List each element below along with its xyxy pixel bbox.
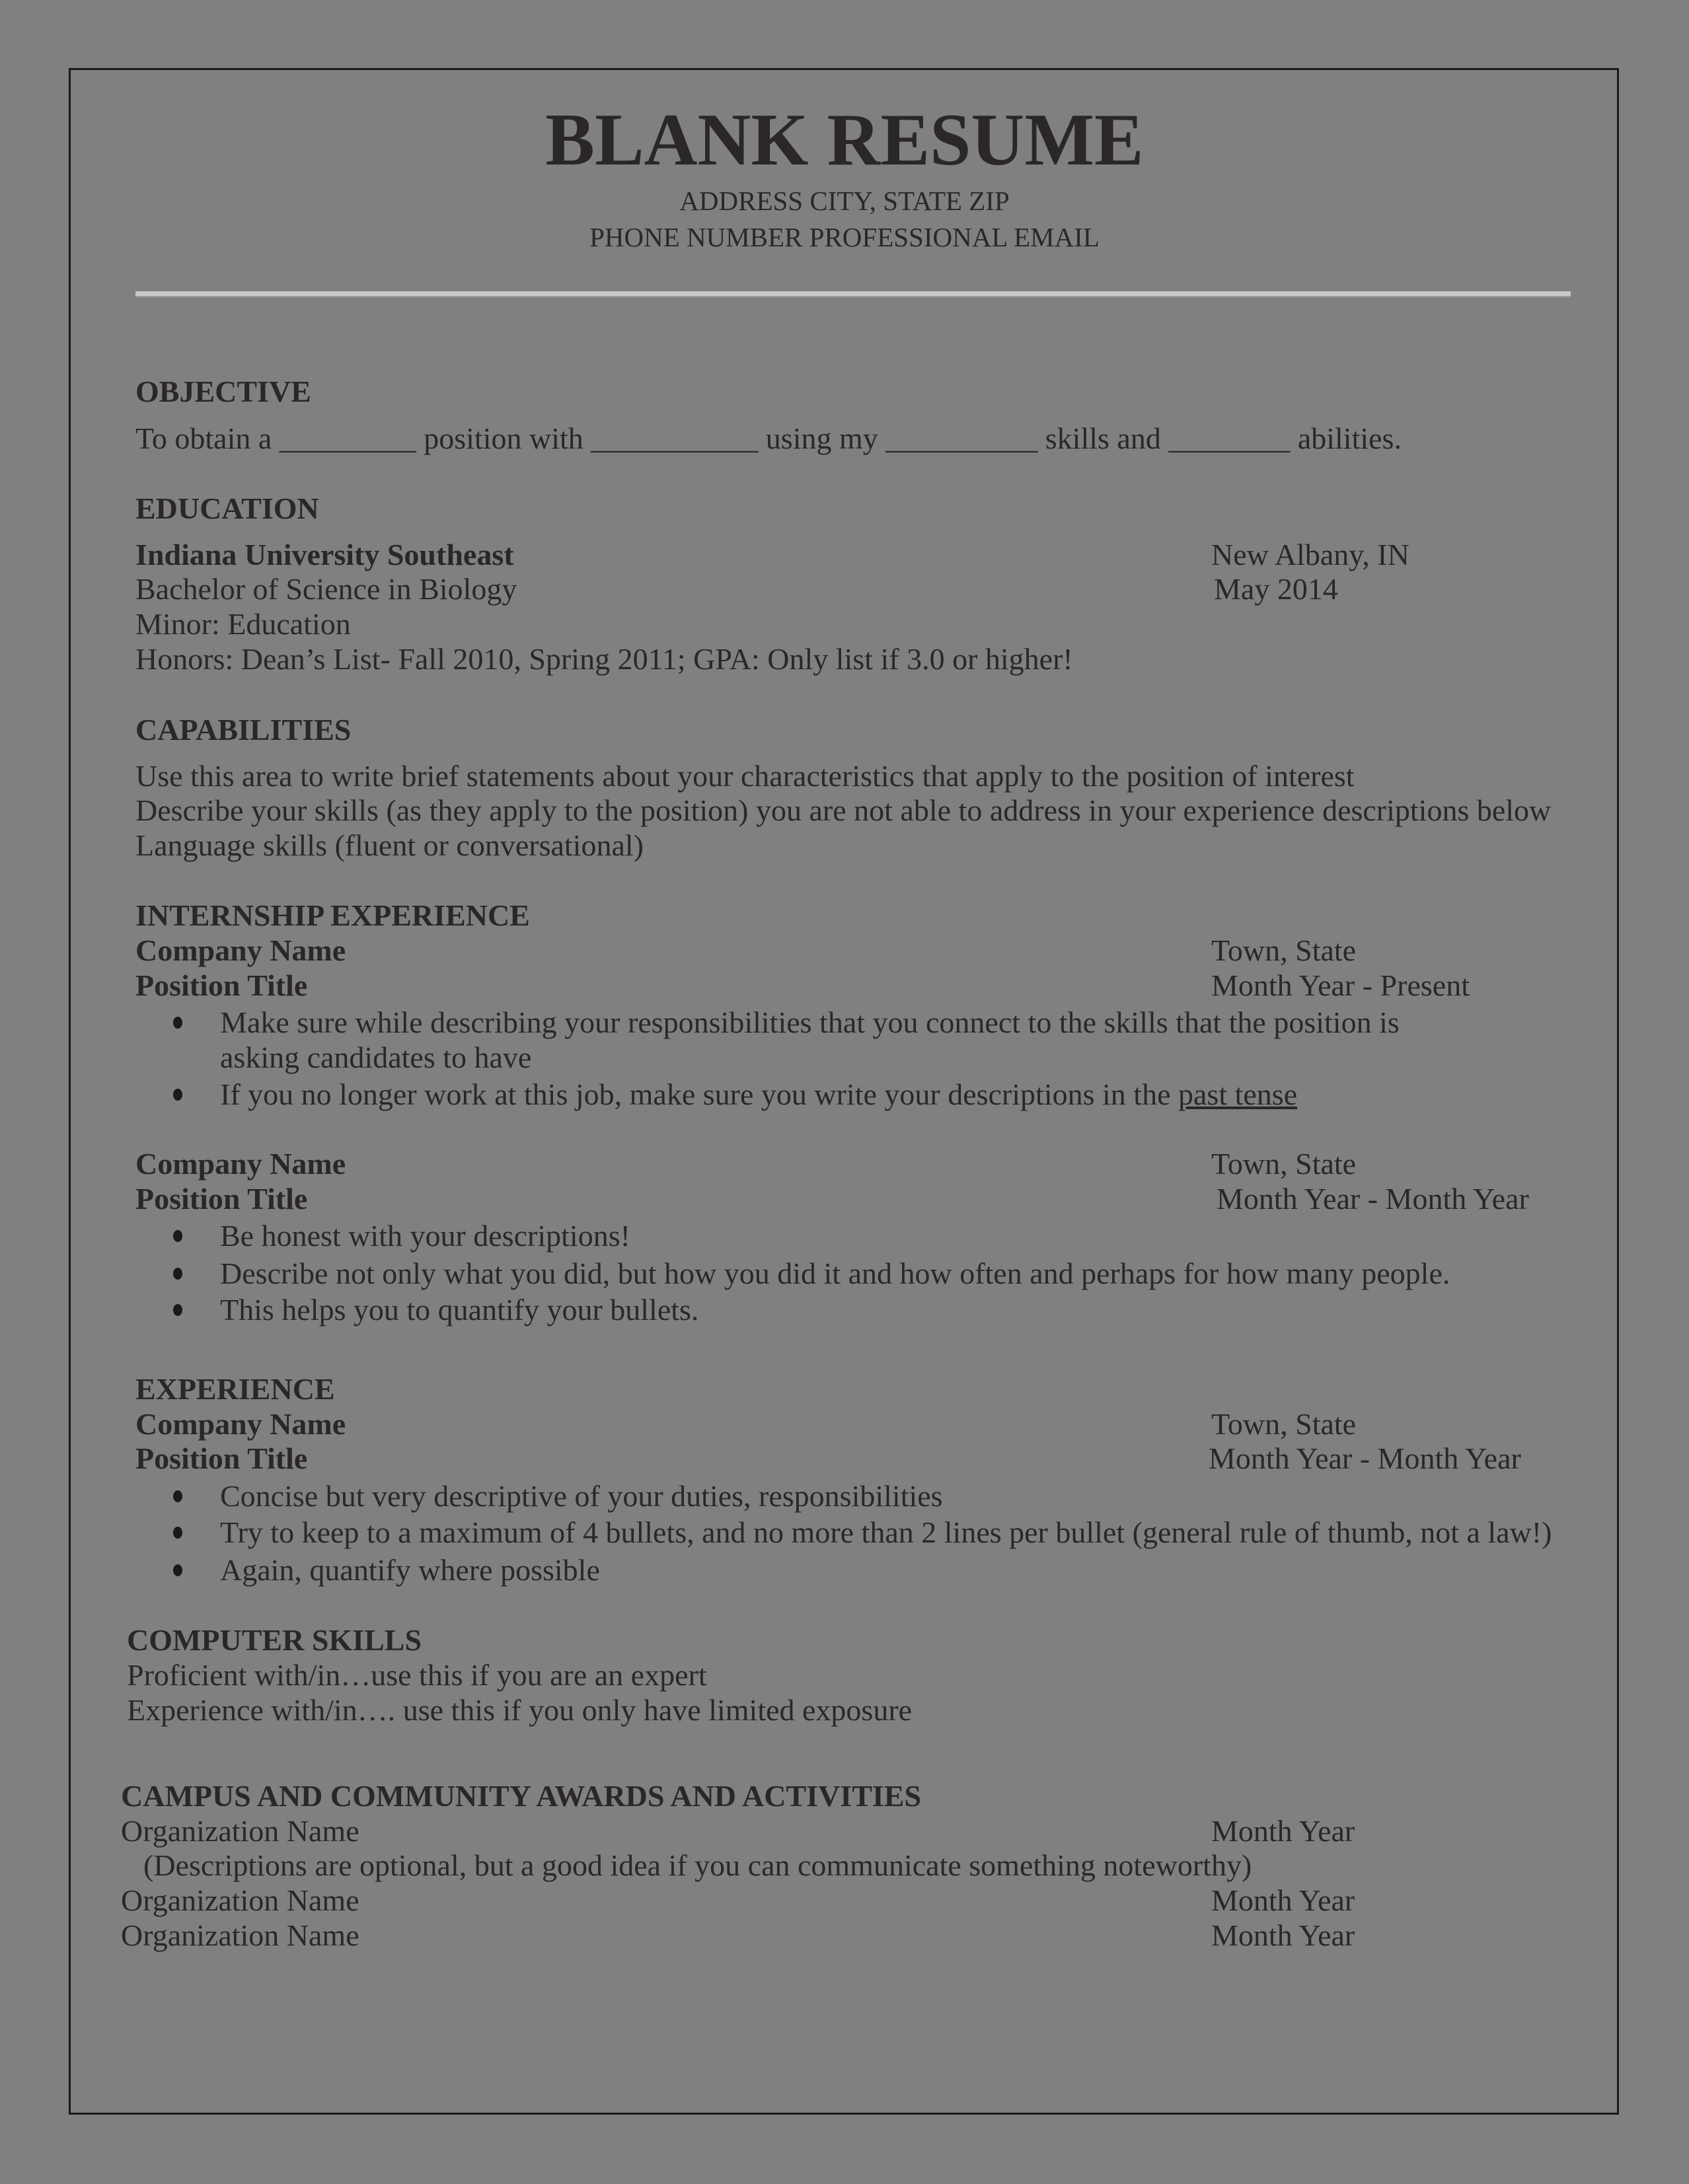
computer-skills-heading: COMPUTER SKILLS	[127, 1623, 422, 1657]
graduation-date: May 2014	[1214, 572, 1338, 606]
bullet-text: Again, quantify where possible	[220, 1553, 600, 1587]
capability-line: Use this area to write brief statements about your characteristics that apply to the position of interest	[135, 759, 1355, 793]
minor: Minor: Education	[135, 607, 351, 641]
bullet-text: Try to keep to a maximum of 4 bullets, and no more than 2 lines per bullet (general rule of thumb, not a law!)	[220, 1515, 1552, 1549]
address-line: ADDRESS CITY, STATE ZIP	[679, 186, 1010, 216]
capabilities-heading: CAPABILITIES	[135, 713, 352, 746]
bullet-icon	[173, 1268, 182, 1280]
bullet-icon	[173, 1230, 182, 1242]
internship-heading: INTERNSHIP EXPERIENCE	[135, 898, 530, 932]
objective-heading: OBJECTIVE	[135, 375, 311, 408]
bullet-icon	[173, 1490, 182, 1502]
bullet-icon	[173, 1527, 182, 1539]
capability-line: Language skills (fluent or conversational)	[135, 828, 644, 862]
job-location: Town, State	[1211, 933, 1357, 967]
bullet-text: Make sure while describing your responsibilities that you connect to the skills that the position is	[220, 1005, 1400, 1039]
bullet-icon	[173, 1304, 182, 1316]
bullet-icon	[173, 1564, 182, 1576]
organization-name: Organization Name	[121, 1814, 359, 1848]
bullet-text-main: If you no longer work at this job, make sure you write your descriptions in the	[220, 1077, 1178, 1111]
organization-date: Month Year	[1211, 1918, 1355, 1952]
capability-line: Describe your skills (as they apply to the position) you are not able to address in your experience descriptions below	[135, 793, 1552, 827]
education-heading: EDUCATION	[135, 491, 319, 525]
organization-date: Month Year	[1211, 1814, 1355, 1848]
experience-heading: EXPERIENCE	[135, 1372, 335, 1406]
position-title: Position Title	[135, 1182, 308, 1216]
bullet-text: This helps you to quantify your bullets.	[220, 1293, 699, 1327]
computer-skill-line: Proficient with/in…use this if you are an expert	[127, 1658, 707, 1692]
computer-skill-line: Experience with/in…. use this if you only have limited exposure	[127, 1693, 913, 1727]
degree: Bachelor of Science in Biology	[135, 572, 517, 606]
company-name: Company Name	[135, 1147, 346, 1181]
honors: Honors: Dean’s List- Fall 2010, Spring 2011; GPA: Only list if 3.0 or higher!	[135, 642, 1073, 676]
organization-description: (Descriptions are optional, but a good idea if you can communicate something noteworthy)	[143, 1848, 1252, 1882]
job-dates: Month Year - Month Year	[1217, 1182, 1529, 1216]
company-name: Company Name	[135, 933, 346, 967]
school-name: Indiana University Southeast	[135, 538, 514, 571]
organization-name: Organization Name	[121, 1883, 359, 1917]
resume-name: BLANK RESUME	[545, 99, 1144, 181]
organization-name: Organization Name	[121, 1918, 359, 1952]
organization-date: Month Year	[1211, 1883, 1355, 1917]
position-title: Position Title	[135, 968, 308, 1002]
company-name: Company Name	[135, 1407, 346, 1441]
underlined-text: past tense	[1178, 1077, 1298, 1111]
bullet-text: Describe not only what you did, but how you did it and how often and perhaps for how many people.	[220, 1256, 1450, 1290]
school-location: New Albany, IN	[1211, 538, 1409, 571]
contact-line: PHONE NUMBER PROFESSIONAL EMAIL	[589, 222, 1100, 252]
bullet-icon	[173, 1017, 182, 1029]
bullet-text	[220, 1079, 1297, 1110]
header-divider	[135, 291, 1571, 297]
awards-heading: CAMPUS AND COMMUNITY AWARDS AND ACTIVITIES	[121, 1779, 922, 1813]
objective-text: To obtain a _________ position with ___________ using my __________ skills and ________ abilities.	[135, 421, 1402, 455]
job-dates: Month Year - Present	[1211, 968, 1470, 1002]
bullet-icon	[173, 1089, 182, 1101]
bullet-text: Be honest with your descriptions!	[220, 1219, 630, 1253]
position-title: Position Title	[135, 1441, 308, 1475]
job-location: Town, State	[1211, 1407, 1357, 1441]
job-dates: Month Year - Month Year	[1209, 1441, 1521, 1475]
bullet-text-continued: asking candidates to have	[220, 1040, 532, 1074]
job-location: Town, State	[1211, 1147, 1357, 1181]
bullet-text: Concise but very descriptive of your duties, responsibilities	[220, 1479, 943, 1513]
